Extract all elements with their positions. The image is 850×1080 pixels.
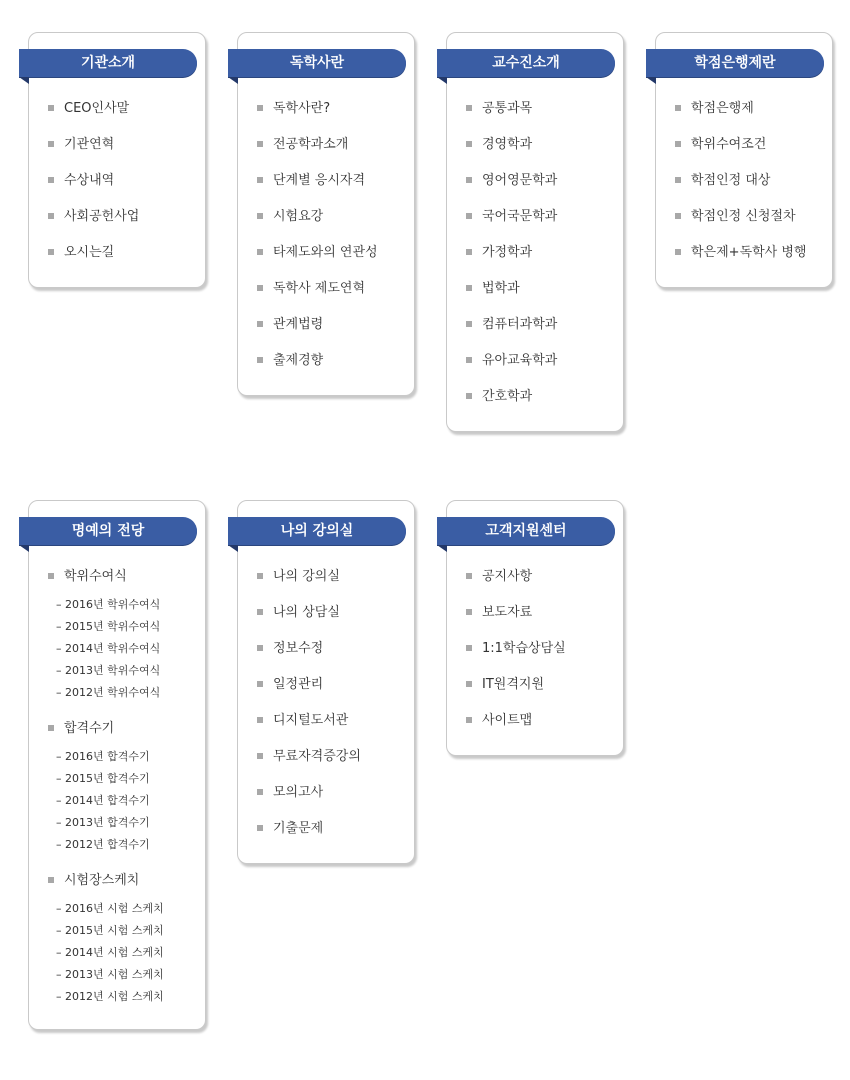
square-bullet-icon	[48, 249, 54, 255]
menu-link[interactable]: IT원격지원	[482, 677, 545, 692]
menu-link[interactable]: 공통과목	[482, 101, 533, 116]
menu-link[interactable]: 정보수정	[273, 641, 324, 656]
menu-item[interactable]	[257, 817, 361, 853]
square-bullet-icon	[466, 321, 472, 327]
menu-mylecture	[257, 565, 361, 853]
square-bullet-icon	[257, 141, 263, 147]
card-title-halloffame[interactable]: 명예의 전당	[19, 517, 197, 545]
square-bullet-icon	[466, 213, 472, 219]
sub-item[interactable]	[56, 617, 164, 639]
square-bullet-icon	[466, 573, 472, 579]
card-title-creditbank[interactable]: 학점은행제란	[646, 49, 824, 77]
menu-item[interactable]	[257, 781, 361, 817]
square-bullet-icon	[466, 357, 472, 363]
square-bullet-icon	[466, 609, 472, 615]
menu-link[interactable]: 학점은행제	[691, 101, 754, 116]
menu-intro	[48, 97, 139, 277]
menu-link[interactable]: 공지사항	[482, 569, 533, 584]
menu-professor	[466, 97, 557, 421]
square-bullet-icon	[675, 177, 681, 183]
square-bullet-icon	[257, 213, 263, 219]
sub-link[interactable]: – 2014년 합격수기	[56, 794, 150, 807]
menu-item[interactable]	[466, 601, 566, 637]
square-bullet-icon	[48, 105, 54, 111]
menu-link[interactable]: 1:1학습상담실	[482, 641, 566, 656]
square-bullet-icon	[675, 105, 681, 111]
menu-link[interactable]: 가정학과	[482, 245, 533, 260]
menu-link[interactable]: 무료자격증강의	[273, 749, 361, 764]
menu-link[interactable]: 나의 상담실	[273, 605, 340, 620]
sub-link[interactable]: – 2012년 합격수기	[56, 838, 150, 851]
menu-link[interactable]: 일정관리	[273, 677, 324, 692]
menu-item[interactable]	[466, 637, 566, 673]
menu-item[interactable]	[257, 97, 378, 133]
menu-support	[466, 565, 566, 745]
menu-item[interactable]	[257, 745, 361, 781]
card-dokhaksa	[237, 32, 415, 396]
menu-item[interactable]	[466, 313, 557, 349]
sub-item[interactable]	[56, 595, 164, 617]
menu-link[interactable]: 독학사란?	[273, 101, 331, 116]
card-support	[446, 500, 624, 756]
square-bullet-icon	[48, 877, 54, 883]
menu-item[interactable]	[257, 673, 361, 709]
menu-link[interactable]: 수상내역	[64, 173, 115, 188]
sub-list	[48, 595, 164, 705]
menu-item[interactable]	[257, 565, 361, 601]
square-bullet-icon	[48, 573, 54, 579]
square-bullet-icon	[466, 141, 472, 147]
sub-item[interactable]	[56, 987, 164, 1009]
square-bullet-icon	[257, 321, 263, 327]
square-bullet-icon	[257, 789, 263, 795]
menu-link[interactable]: 전공학과소개	[273, 137, 349, 152]
menu-creditbank	[675, 97, 807, 277]
square-bullet-icon	[257, 681, 263, 687]
menu-item[interactable]	[466, 97, 557, 133]
sub-list	[48, 747, 164, 857]
menu-item[interactable]	[48, 205, 139, 241]
square-bullet-icon	[48, 177, 54, 183]
card-mylecture	[237, 500, 415, 864]
sub-link[interactable]: – 2016년 합격수기	[56, 750, 150, 763]
menu-item[interactable]	[675, 169, 807, 205]
menu-item[interactable]	[257, 169, 378, 205]
menu-link[interactable]: 출제경향	[273, 353, 324, 368]
sub-link[interactable]: – 2014년 학위수여식	[56, 642, 161, 655]
sub-item[interactable]	[56, 661, 164, 683]
menu-link[interactable]: 관계법령	[273, 317, 324, 332]
sub-link[interactable]: – 2016년 학위수여식	[56, 598, 161, 611]
menu-item[interactable]	[466, 133, 557, 169]
square-bullet-icon	[675, 213, 681, 219]
square-bullet-icon	[466, 717, 472, 723]
menu-item[interactable]	[48, 169, 139, 205]
card-intro	[28, 32, 206, 288]
menu-link[interactable]: 경영학과	[482, 137, 533, 152]
menu-item[interactable]	[257, 349, 378, 385]
menu-item[interactable]	[257, 133, 378, 169]
square-bullet-icon	[257, 573, 263, 579]
square-bullet-icon	[466, 681, 472, 687]
square-bullet-icon	[257, 717, 263, 723]
menu-link[interactable]: 기관연혁	[64, 137, 115, 152]
menu-item[interactable]	[675, 241, 807, 277]
menu-item[interactable]	[466, 673, 566, 709]
menu-link[interactable]: 법학과	[482, 281, 520, 296]
menu-item[interactable]	[466, 205, 557, 241]
sub-link[interactable]: – 2015년 합격수기	[56, 772, 150, 785]
menu-link[interactable]: 학은제+독학사 병행	[691, 245, 807, 260]
square-bullet-icon	[257, 357, 263, 363]
sub-link[interactable]: – 2015년 학위수여식	[56, 620, 161, 633]
square-bullet-icon	[466, 177, 472, 183]
sub-item[interactable]	[56, 943, 164, 965]
card-creditbank	[655, 32, 833, 288]
sub-link[interactable]: – 2015년 시험 스케치	[56, 924, 164, 937]
menu-link[interactable]: 사회공헌사업	[64, 209, 140, 224]
menu-link[interactable]: 영어영문학과	[482, 173, 558, 188]
square-bullet-icon	[466, 285, 472, 291]
menu-item[interactable]	[257, 601, 361, 637]
sub-item[interactable]	[56, 747, 164, 769]
menu-item[interactable]	[257, 205, 378, 241]
square-bullet-icon	[257, 825, 263, 831]
menu-item[interactable]	[257, 313, 378, 349]
menu-item[interactable]	[466, 709, 566, 745]
menu-link[interactable]: 사이트맵	[482, 713, 533, 728]
menu-item[interactable]	[675, 97, 807, 133]
card-title-support[interactable]: 고객지원센터	[437, 517, 615, 545]
card-professor	[446, 32, 624, 432]
menu-link[interactable]: 타제도와의 연관성	[273, 245, 378, 260]
sub-item[interactable]	[56, 813, 164, 835]
square-bullet-icon	[257, 753, 263, 759]
menu-link[interactable]: 보도자료	[482, 605, 533, 620]
sub-link[interactable]: – 2013년 합격수기	[56, 816, 150, 829]
menu-link[interactable]: 학점인정 대상	[691, 173, 771, 188]
sub-item[interactable]	[56, 835, 164, 857]
sub-link[interactable]: – 2012년 시험 스케치	[56, 990, 164, 1003]
square-bullet-icon	[48, 141, 54, 147]
square-bullet-icon	[466, 105, 472, 111]
menu-item[interactable]	[48, 97, 139, 133]
card-halloffame	[28, 500, 206, 1030]
sub-item[interactable]	[56, 899, 164, 921]
group-label[interactable]: 학위수여식	[64, 569, 127, 584]
menu-dokhaksa	[257, 97, 378, 385]
card-title-professor[interactable]: 교수진소개	[437, 49, 615, 77]
square-bullet-icon	[257, 105, 263, 111]
square-bullet-icon	[675, 141, 681, 147]
sub-item[interactable]	[56, 965, 164, 987]
menu-link[interactable]: CEO인사말	[64, 101, 130, 116]
menu-link[interactable]: 간호학과	[482, 389, 533, 404]
group-title[interactable]	[48, 717, 164, 743]
menu-link[interactable]: 나의 강의실	[273, 569, 340, 584]
sub-item[interactable]	[56, 769, 164, 791]
card-title-dokhaksa[interactable]: 독학사란	[228, 49, 406, 77]
group-title[interactable]	[48, 869, 164, 895]
menu-item[interactable]	[466, 349, 557, 385]
menu-item[interactable]	[257, 241, 378, 277]
menu-item[interactable]	[48, 133, 139, 169]
group-label[interactable]: 합격수기	[64, 721, 115, 736]
menu-link[interactable]: 컴퓨터과학과	[482, 317, 558, 332]
square-bullet-icon	[257, 177, 263, 183]
card-title-mylecture[interactable]: 나의 강의실	[228, 517, 406, 545]
group-testimonials	[48, 717, 164, 857]
menu-link[interactable]: 학위수여조건	[691, 137, 767, 152]
sub-item[interactable]	[56, 639, 164, 661]
square-bullet-icon	[48, 725, 54, 731]
square-bullet-icon	[257, 609, 263, 615]
sub-link[interactable]: – 2014년 시험 스케치	[56, 946, 164, 959]
square-bullet-icon	[48, 213, 54, 219]
menu-item[interactable]	[257, 277, 378, 313]
menu-item[interactable]	[675, 205, 807, 241]
square-bullet-icon	[257, 249, 263, 255]
sub-item[interactable]	[56, 791, 164, 813]
menu-item[interactable]	[675, 133, 807, 169]
menu-link[interactable]: 디지털도서관	[273, 713, 349, 728]
sub-item[interactable]	[56, 921, 164, 943]
menu-link[interactable]: 독학사 제도연혁	[273, 281, 366, 296]
square-bullet-icon	[257, 285, 263, 291]
menu-item[interactable]	[257, 709, 361, 745]
menu-item[interactable]	[466, 385, 557, 421]
menu-link[interactable]: 오시는길	[64, 245, 115, 260]
square-bullet-icon	[466, 393, 472, 399]
menu-item[interactable]	[257, 637, 361, 673]
group-label[interactable]: 시험장스케치	[64, 873, 140, 888]
menu-item[interactable]	[466, 277, 557, 313]
sub-link[interactable]: – 2013년 시험 스케치	[56, 968, 164, 981]
menu-item[interactable]	[48, 241, 139, 277]
menu-link[interactable]: 국어국문학과	[482, 209, 558, 224]
halloffame-groups	[48, 565, 164, 1021]
card-title-intro[interactable]: 기관소개	[19, 49, 197, 77]
menu-item[interactable]	[466, 241, 557, 277]
menu-link[interactable]: 모의고사	[273, 785, 324, 800]
sub-list	[48, 899, 164, 1009]
menu-item[interactable]	[466, 169, 557, 205]
group-graduation	[48, 565, 164, 705]
square-bullet-icon	[257, 645, 263, 651]
menu-link[interactable]: 학점인정 신청절차	[691, 209, 796, 224]
group-exam-sketch	[48, 869, 164, 1009]
square-bullet-icon	[466, 645, 472, 651]
sub-link[interactable]: – 2016년 시험 스케치	[56, 902, 164, 915]
square-bullet-icon	[675, 249, 681, 255]
square-bullet-icon	[466, 249, 472, 255]
sub-item[interactable]	[56, 683, 164, 705]
sub-link[interactable]: – 2013년 학위수여식	[56, 664, 161, 677]
menu-link[interactable]: 단계별 응시자격	[273, 173, 366, 188]
group-title[interactable]	[48, 565, 164, 591]
sub-link[interactable]: – 2012년 학위수여식	[56, 686, 161, 699]
menu-link[interactable]: 시험요강	[273, 209, 324, 224]
menu-link[interactable]: 유아교육학과	[482, 353, 558, 368]
menu-link[interactable]: 기출문제	[273, 821, 324, 836]
menu-item[interactable]	[466, 565, 566, 601]
